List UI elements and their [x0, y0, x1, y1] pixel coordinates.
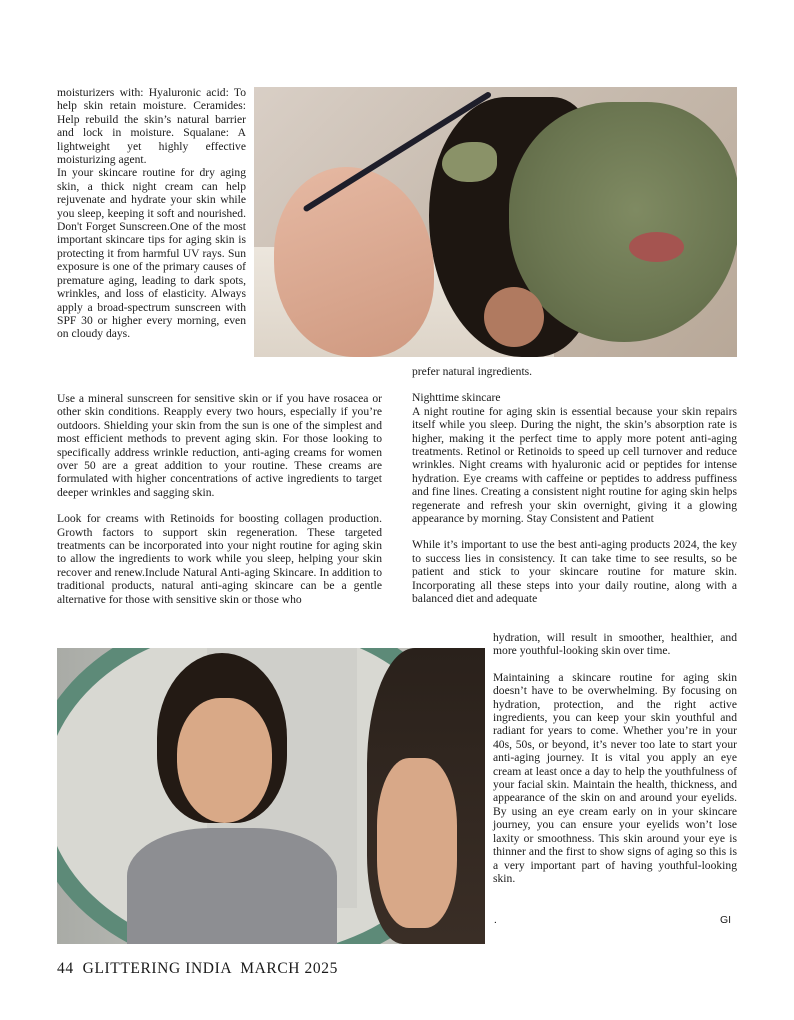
right-column	[412, 365, 737, 606]
ear-shape	[484, 287, 544, 347]
consistency-paragraph: While it’s important to use the best anti-aging products 2024, the key to success lies in consistency. It can take time to see results, so be patient and stick to your skincare routine for mature skin. Incorporating all these steps into your daily routine, along with a balanced diet and adequate	[412, 538, 737, 606]
night-routine-paragraph: A night routine for aging skin is essential because your skin repairs itself while you sleep. During the night, the skin’s absorption rate is higher, making it the perfect time to apply more potent anti-aging treatments. Retinol or Retinoids to speed up cell turnover and reduce wrinkles. Night creams with hyaluronic acid or peptides for intense hydration. Eye creams with caffeine or peptides to address puffiness and fine lines. Creating a consistent night routine for aging skin helps regenerate and refresh your skin overnight, giving it a glowing appearance by morning. Stay Consistent and Patient	[412, 404, 737, 526]
maintaining-routine-paragraph: Maintaining a skincare routine for aging skin doesn’t have to be overwhelming. By focusing on hydration, protection, and the right active ingredients, you can keep your skin youthful and radiant for years to come. Whether you’re in your 40s, 50s, or beyond, it’s never too late to start your anti-aging journey. It is vital you apply an eye cream at least once a day to help the youthfulness of your facial skin. Maintain the health, thickness, and appearance of the skin on and around your eyelids. By using an eye cream early on in your skincare journey, you can ensure your eyelids won’t lose laxity or smoothness. This skin around your eye is thinner and the first to show signs of aging so this is a very important part of having youthful-looking skin.	[493, 670, 737, 885]
retinoids-paragraph: Look for creams with Retinoids for boosting collagen production. Growth factors to support skin regeneration. These targeted treatments can be incorporated into your night routine for aging skin to allow the ingredients to work while you sleep, helping your skin recover and renew.Include Natural Anti-aging Skincare. In addition to traditional products, natural anti-aging skincare can be a gentle alternative for those with sensitive skin or those who	[57, 512, 382, 606]
woman-shirt-shape	[127, 828, 337, 944]
lips-shape	[629, 232, 684, 262]
spa-facial-photo	[254, 87, 737, 357]
brush-bristles	[442, 142, 497, 182]
clay-mask-face	[509, 102, 737, 342]
left-column	[57, 392, 382, 606]
author-signature: GI	[720, 914, 732, 926]
nighttime-heading: Nighttime skincare	[412, 391, 501, 405]
moisturizer-paragraph: moisturizers with: Hyaluronic acid: To help skin retain moisture. Ceramides: Help rebuild the skin’s natural barrier and lock in moisture. Squalane: A lightweight yet highly effective moisturizing agent.	[57, 86, 246, 167]
hand-shape	[274, 167, 434, 357]
carry-over-line: prefer natural ingredients.	[412, 365, 533, 378]
page-footer: 44 GLITTERING INDIA MARCH 2025	[57, 960, 338, 977]
end-dot: .	[494, 914, 497, 926]
mineral-sunscreen-paragraph: Use a mineral sunscreen for sensitive skin or if you have rosacea or other skin conditions. Reapply every two hours, especially if you’re outdoors. Shielding your skin from the sun is one of the simplest and most efficient methods to prevent aging skin. For those looking to specifically address wrinkle reduction, anti-aging creams for women over 50 are a great addition to your routine. These creams are formulated with higher concentrations of active ingredients to target deeper wrinkles and sagging skin.	[57, 392, 382, 499]
top-left-column	[57, 86, 246, 341]
mirror-skincare-photo	[57, 648, 485, 944]
bottom-right-column	[493, 631, 737, 885]
hydration-carry-line: hydration, will result in smoother, healthier, and more youthful-looking skin over time.	[493, 631, 737, 658]
foreground-hand-shape	[377, 758, 457, 928]
woman-face-shape	[177, 698, 272, 823]
night-cream-paragraph: In your skincare routine for dry aging skin, a thick night cream can help rejuvenate and hydrate your skin while you sleep, keeping it soft and nourished. Don't Forget Sunscreen.One of the most important skincare tips for aging skin is protecting it from harmful UV rays. Sun exposure is one of the primary causes of premature aging, leading to dark spots, wrinkles, and loss of elasticity. Always apply a broad-spectrum sunscreen with SPF 30 or higher every morning, even on cloudy days.	[57, 166, 246, 341]
